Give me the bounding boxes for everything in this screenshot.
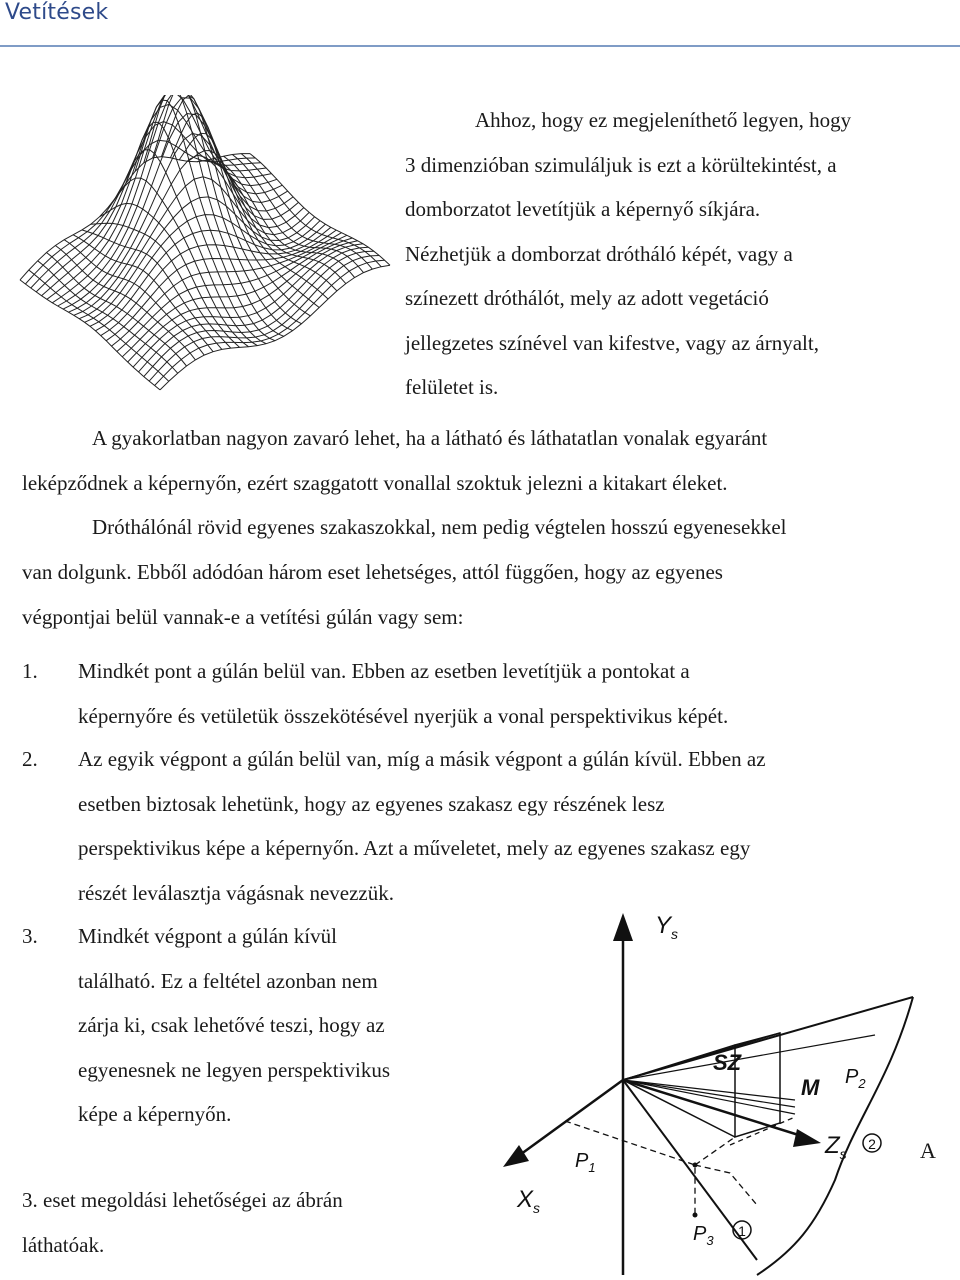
point-p3 xyxy=(693,1213,698,1218)
page-title: Vetítések xyxy=(5,0,109,25)
list-line: képernyőre és vetületük összekötésével nyerjük a vonal perspektivikus képét. xyxy=(78,703,729,728)
intro-text xyxy=(405,98,945,410)
label-ys: $Y_s$ xyxy=(655,912,679,942)
intro-line: 3 dimenzióban szimuláljuk is ezt a körültekintést, a xyxy=(405,152,837,177)
intro-line: Ahhoz, hogy ez megjeleníthető legyen, hogy xyxy=(475,108,852,132)
caption-line: 3. eset megoldási lehetőségei az ábrán xyxy=(22,1188,343,1212)
intro-line: felületet is. xyxy=(405,375,499,399)
hidden-line xyxy=(695,1137,735,1165)
mesh-line xyxy=(206,161,346,284)
figure-caption xyxy=(22,1178,343,1268)
list-line: található. Ez a feltétel azonban nem xyxy=(78,968,378,993)
x-axis-arrow-icon xyxy=(503,1145,529,1167)
hidden-line xyxy=(695,1165,757,1205)
projection-pyramid-diagram xyxy=(495,905,915,1277)
list-line: perspektivikus képe a képernyőn. Azt a műveletet, mely az egyenes szakasz egy xyxy=(78,836,751,860)
case-2-label: 2 xyxy=(868,1136,876,1152)
paragraph-line: van dolgunk. Ebből adódóan három eset lehetséges, attól függően, hogy az egyenes xyxy=(22,560,723,584)
case-1-label: 1 xyxy=(738,1223,746,1239)
pyramid-edge xyxy=(623,1080,757,1260)
paragraph-line: végpontjai belül vannak-e a vetítési gúlán vagy sem: xyxy=(22,605,464,629)
mesh-line xyxy=(29,270,169,381)
list-number: 1. xyxy=(22,659,38,683)
z-axis xyxy=(623,1080,805,1137)
list-line: Mindkét pont a gúlán belül van. Ebben az esetben levetítjük a pontokat a xyxy=(78,659,690,683)
paragraph-line: Dróthálónál rövid egyenes szakaszokkal, nem pedig végtelen hosszú egyenesekkel xyxy=(92,515,787,539)
mesh-line xyxy=(38,261,178,373)
intro-line: színezett dróthálót, mely az adott vegetáció xyxy=(405,286,769,310)
label-p3: $P_3$ xyxy=(693,1223,714,1248)
list-number: 3. xyxy=(22,924,38,948)
list-line: részét leválasztja vágásnak nevezzük. xyxy=(78,880,394,905)
list-line: képe a képernyőn. xyxy=(78,1102,232,1126)
paragraph-hidden-lines xyxy=(22,416,942,506)
z-axis-arrow-icon xyxy=(793,1129,821,1147)
paragraph-wireframe-segments xyxy=(22,505,942,640)
mesh-line xyxy=(64,240,204,355)
y-axis-arrow-icon xyxy=(613,913,633,941)
intro-line: jellegzetes színével van kifestve, vagy az árnyalt, xyxy=(405,330,819,355)
caption-line: láthatóak. xyxy=(22,1233,105,1257)
list-line: Az egyik végpont a gúlán belül van, míg a másik végpont a gúlán kívül. Ebben az xyxy=(78,747,766,771)
paragraph-line: A gyakorlatban nagyon zavaró lehet, ha a látható és láthatatlan vonalak egyaránt xyxy=(92,426,768,450)
label-p1: $P_1$ xyxy=(575,1150,596,1175)
paragraph-line: leképződnek a képernyőn, ezért szaggatott vonallal szoktuk jelezni a kitakart éleket. xyxy=(22,471,728,495)
list-line: zárja ki, csak lehetővé teszi, hogy az xyxy=(78,1013,385,1037)
label-sz: SZ xyxy=(713,1050,742,1075)
intro-line: domborzatot levetítjük a képernyő síkjára. xyxy=(405,197,761,221)
intro-line: Nézhetjük a domborzat drótháló képét, vagy a xyxy=(405,241,793,266)
label-zs: $Z_s$ xyxy=(825,1132,847,1162)
side-label: A xyxy=(920,1138,936,1163)
label-xs: $X_s$ xyxy=(517,1186,541,1216)
list-line: Mindkét végpont a gúlán kívül xyxy=(78,924,337,948)
list-line: esetben biztosak lehetünk, hogy az egyenes szakasz egy részének lesz xyxy=(78,791,665,816)
list-number: 2. xyxy=(22,747,38,771)
list-line: egyenesnek ne legyen perspektivikus xyxy=(78,1057,390,1082)
point-p1 xyxy=(693,1163,698,1168)
label-m: M xyxy=(801,1075,820,1100)
mesh-line xyxy=(144,251,374,376)
mesh-line xyxy=(20,280,160,390)
x-axis xyxy=(517,1080,623,1157)
label-p2: $P_2$ xyxy=(845,1066,866,1091)
wireframe-terrain-illustration xyxy=(5,95,400,425)
mesh-line xyxy=(155,260,385,385)
header-divider xyxy=(0,45,960,47)
